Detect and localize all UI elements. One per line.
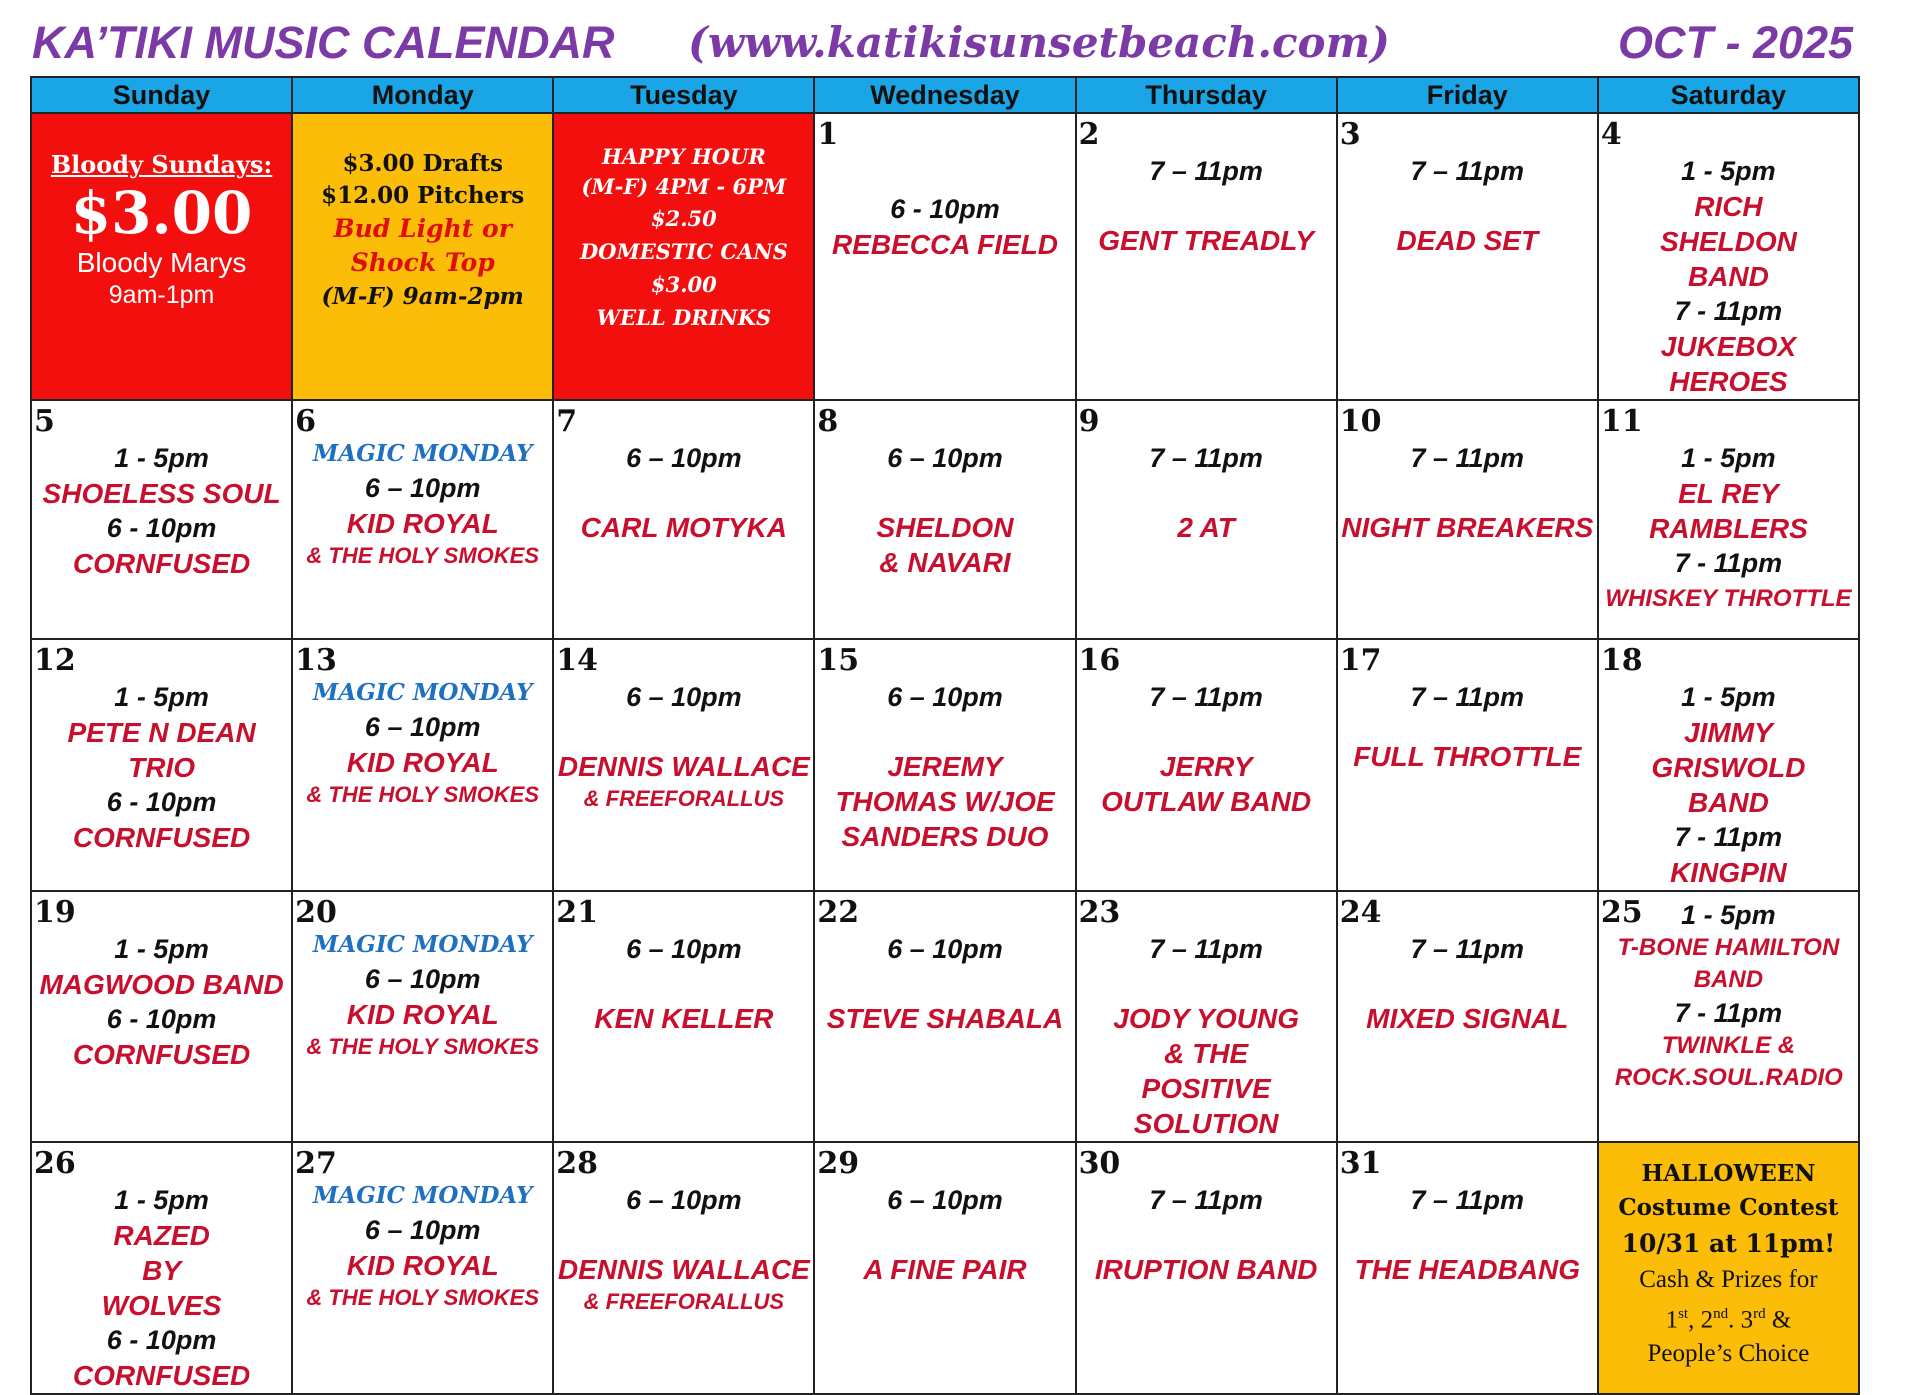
- day-number: 27: [295, 1146, 337, 1181]
- day-cell-26[interactable]: [31, 1142, 292, 1394]
- event-act: FULL THROTTLE: [1353, 741, 1582, 772]
- website-link[interactable]: (www.katikisunsetbeach.com): [688, 18, 1390, 67]
- event-time: 7 – 11pm: [1410, 682, 1525, 712]
- day-cell-20[interactable]: [292, 891, 553, 1142]
- event-time: 1 - 5pm: [1681, 900, 1776, 930]
- happy-hour-promo: [554, 114, 813, 399]
- event-time: 1 - 5pm: [1681, 682, 1776, 712]
- promo-tuesday-heading: HAPPY HOUR: [601, 144, 766, 169]
- event-time: 6 – 10pm: [887, 1185, 1003, 1215]
- event-time: 7 – 11pm: [1149, 1185, 1263, 1215]
- day-number: 19: [34, 895, 76, 930]
- event-act: JERRY OUTLAW BAND: [1101, 751, 1312, 817]
- halloween-prizes: Cash & Prizes for: [1639, 1266, 1818, 1293]
- event-act: CORNFUSED: [72, 548, 251, 579]
- day-cell-15[interactable]: [814, 639, 1075, 891]
- event-act: T-BONE HAMILTON BAND: [1617, 934, 1840, 993]
- weekday-sunday: Sunday: [31, 77, 292, 113]
- day-cell-4[interactable]: [1598, 113, 1859, 400]
- event-time: 6 – 10pm: [626, 934, 742, 964]
- promo-monday-brand2: Shock Top: [350, 248, 495, 277]
- event-act: DENNIS WALLACE: [557, 751, 810, 782]
- halloween-contest: Costume Contest: [1618, 1194, 1839, 1221]
- event-act-sub: & THE HOLY SMOKES: [306, 782, 540, 807]
- weekday-saturday: Saturday: [1598, 77, 1859, 113]
- event-act: KID ROYAL: [346, 508, 499, 539]
- event-act-sub: & FREEFORALLUS: [583, 786, 785, 811]
- promo-sunday-hours: 9am-1pm: [108, 281, 215, 309]
- event-act: CARL MOTYKA: [580, 512, 788, 543]
- promo-monday-pitchers: $12.00 Pitchers: [321, 182, 525, 209]
- promo-sunday-heading: Bloody Sundays:: [50, 150, 273, 179]
- event-time: 1 - 5pm: [114, 443, 209, 473]
- place-first-suffix: st: [1678, 1306, 1689, 1322]
- week-row: [31, 113, 1859, 400]
- event-act: STEVE SHABALA: [826, 1003, 1064, 1034]
- event-time: 6 – 10pm: [887, 934, 1003, 964]
- halloween-contest-promo: [1599, 1143, 1858, 1393]
- day-cell-7[interactable]: [553, 400, 814, 639]
- event-time: 7 – 11pm: [1149, 443, 1263, 473]
- event-act: JEREMY THOMAS W/JOE SANDERS DUO: [835, 751, 1055, 852]
- promo-monday-hours: (M-F) 9am-2pm: [321, 283, 524, 310]
- promo-sunday-cell: [31, 113, 292, 400]
- promo-sunday-item: Bloody Marys: [76, 247, 247, 278]
- day-cell-19[interactable]: [31, 891, 292, 1142]
- event-act-sub: & FREEFORALLUS: [583, 1289, 785, 1314]
- event-act: KINGPIN: [1670, 857, 1787, 888]
- event-act: KEN KELLER: [594, 1003, 774, 1034]
- event-time: 6 – 10pm: [887, 443, 1003, 473]
- event-time: 1 - 5pm: [1681, 443, 1776, 473]
- event-time: 6 – 10pm: [626, 443, 742, 473]
- day-number: 20: [295, 895, 337, 930]
- day-number: 12: [34, 643, 76, 678]
- event-time: 6 – 10pm: [364, 473, 481, 503]
- event-act: JUKEBOX HEROES: [1660, 331, 1797, 397]
- day-number: 17: [1339, 643, 1382, 678]
- promo-halloween-cell: [1598, 1142, 1859, 1394]
- promo-monday-cell: [292, 113, 553, 400]
- event-time: 7 – 11pm: [1149, 156, 1263, 186]
- day-cell-18[interactable]: [1598, 639, 1859, 891]
- promo-monday-brand1: Bud Light or: [333, 214, 512, 243]
- event-time: 7 – 11pm: [1410, 156, 1525, 186]
- day-number: 30: [1078, 1146, 1121, 1181]
- day-number: 25: [1600, 895, 1643, 930]
- event-act: GENT TREADLY: [1098, 225, 1314, 256]
- weekday-monday: Monday: [292, 77, 553, 113]
- day-cell-11[interactable]: [1598, 400, 1859, 639]
- event-time: 1 - 5pm: [1681, 156, 1776, 186]
- event-time: 1 - 5pm: [114, 1185, 209, 1215]
- day-cell-10[interactable]: [1337, 400, 1598, 639]
- day-cell-9[interactable]: [1076, 400, 1337, 639]
- event-time: 6 - 10pm: [106, 1325, 217, 1355]
- halloween-peoples-choice: People’s Choice: [1647, 1340, 1810, 1368]
- day-cell-12[interactable]: [31, 639, 292, 891]
- day-number: 13: [295, 643, 337, 678]
- event-time: 1 - 5pm: [114, 682, 209, 712]
- promo-tuesday-price2: $3.00: [650, 272, 717, 297]
- day-cell-27[interactable]: [292, 1142, 553, 1394]
- halloween-places: 1st, 2nd. 3rd &: [1665, 1306, 1792, 1334]
- event-time: 6 – 10pm: [626, 682, 742, 712]
- place-third-suffix: rd: [1753, 1306, 1766, 1322]
- event-act: SHOELESS SOUL: [42, 478, 281, 509]
- event-act: A FINE PAIR: [863, 1254, 1027, 1285]
- day-cell-16[interactable]: [1076, 639, 1337, 891]
- event-time: 6 – 10pm: [364, 964, 481, 994]
- day-cell-6[interactable]: [292, 400, 553, 639]
- event-time: 7 – 11pm: [1149, 682, 1263, 712]
- weekday-tuesday: Tuesday: [553, 77, 814, 113]
- event-act-sub: & THE HOLY SMOKES: [306, 543, 540, 568]
- event-act-sub: & THE HOLY SMOKES: [306, 1034, 540, 1059]
- event-act: IRUPTION BAND: [1094, 1254, 1318, 1285]
- day-number: 14: [556, 643, 599, 678]
- day-number: 28: [556, 1146, 599, 1181]
- day-number: 18: [1600, 643, 1643, 678]
- weekday-thursday: Thursday: [1076, 77, 1337, 113]
- day-number: 4: [1600, 117, 1622, 152]
- promo-tuesday-price1: $2.50: [650, 206, 717, 231]
- week-row: [31, 891, 1859, 1142]
- event-time: 6 - 10pm: [106, 787, 217, 817]
- event-time: 7 - 11pm: [1674, 548, 1783, 578]
- day-cell-24[interactable]: [1337, 891, 1598, 1142]
- place-second: 2: [1700, 1306, 1714, 1334]
- magic-monday-label: MAGIC MONDAY: [312, 931, 533, 958]
- day-cell-31[interactable]: [1337, 1142, 1598, 1394]
- event-act: RICH SHELDON BAND: [1659, 191, 1797, 292]
- day-number: 26: [34, 1146, 76, 1181]
- day-cell-5[interactable]: [31, 400, 292, 639]
- day-number: 23: [1078, 895, 1121, 930]
- weekday-header-row: [31, 77, 1859, 113]
- day-cell-2[interactable]: [1076, 113, 1337, 400]
- day-number: 1: [817, 117, 839, 152]
- bloody-sundays-promo: [32, 114, 291, 399]
- event-act: PETE N DEAN TRIO: [67, 717, 256, 783]
- halloween-heading: HALLOWEEN: [1641, 1160, 1816, 1187]
- event-act: WHISKEY THROTTLE: [1605, 585, 1852, 612]
- halloween-datetime: 10/31 at 11pm!: [1621, 1229, 1836, 1258]
- event-act: KID ROYAL: [346, 999, 499, 1030]
- promo-tuesday-hours: (M-F) 4PM - 6PM: [581, 174, 787, 199]
- day-cell-30[interactable]: [1076, 1142, 1337, 1394]
- event-time: 7 - 11pm: [1674, 296, 1783, 326]
- day-cell-17[interactable]: [1337, 639, 1598, 891]
- place-first: 1: [1665, 1306, 1679, 1334]
- day-cell-23[interactable]: [1076, 891, 1337, 1142]
- event-act: JODY YOUNG & THE POSITIVE SOLUTION: [1113, 1003, 1299, 1139]
- promo-tuesday-item2: WELL DRINKS: [596, 305, 772, 330]
- weekday-wednesday: Wednesday: [814, 77, 1075, 113]
- event-act: EL REY RAMBLERS: [1649, 478, 1808, 544]
- day-cell-3[interactable]: [1337, 113, 1598, 400]
- promo-tuesday-cell: [553, 113, 814, 400]
- event-act: DEAD SET: [1396, 225, 1539, 256]
- event-time: 7 – 11pm: [1149, 934, 1263, 964]
- event-time: 6 – 10pm: [626, 1185, 742, 1215]
- week-row: [31, 1142, 1859, 1394]
- day-cell-29[interactable]: [814, 1142, 1075, 1394]
- event-act: 2 AT: [1177, 512, 1235, 543]
- day-cell-22[interactable]: [814, 891, 1075, 1142]
- calendar-title: KA’TIKI MUSIC CALENDAR: [32, 17, 615, 68]
- day-number: 31: [1339, 1146, 1382, 1181]
- day-number: 16: [1078, 643, 1121, 678]
- event-act: DENNIS WALLACE: [557, 1254, 810, 1285]
- event-act: KID ROYAL: [346, 1250, 499, 1281]
- event-act: NIGHT BREAKERS: [1341, 512, 1594, 543]
- event-time: 7 – 11pm: [1410, 1185, 1525, 1215]
- promo-monday-drafts: $3.00 Drafts: [342, 150, 503, 177]
- calendar-grid: [30, 76, 1860, 1395]
- day-cell-25[interactable]: [1598, 891, 1859, 1142]
- day-number: 22: [817, 895, 860, 930]
- event-act: KID ROYAL: [346, 747, 499, 778]
- event-time: 6 - 10pm: [106, 513, 217, 543]
- promo-sunday-price: $3.00: [70, 179, 253, 247]
- calendar-month: OCT - 2025: [1618, 17, 1854, 68]
- event-time: 6 - 10pm: [106, 1004, 217, 1034]
- event-time: 6 - 10pm: [890, 194, 1000, 224]
- drafts-promo: [293, 114, 552, 399]
- day-cell-14[interactable]: [553, 639, 814, 891]
- place-third: 3: [1740, 1306, 1754, 1334]
- day-number: 8: [817, 404, 839, 439]
- day-number: 7: [556, 404, 578, 439]
- week-row: [31, 639, 1859, 891]
- day-number: 24: [1339, 895, 1382, 930]
- event-time: 7 – 11pm: [1410, 934, 1525, 964]
- event-time: 7 - 11pm: [1674, 998, 1783, 1028]
- event-act: JIMMY GRISWOLD BAND: [1651, 717, 1806, 818]
- event-time: 1 - 5pm: [114, 934, 209, 964]
- day-number: 9: [1078, 404, 1100, 439]
- day-cell-8[interactable]: [814, 400, 1075, 639]
- day-number: 2: [1078, 117, 1100, 152]
- day-number: 21: [556, 895, 599, 930]
- event-act-sub: & THE HOLY SMOKES: [306, 1285, 540, 1310]
- event-act: CORNFUSED: [72, 1360, 251, 1391]
- event-time: 6 – 10pm: [887, 682, 1003, 712]
- day-number: 10: [1339, 404, 1382, 439]
- magic-monday-label: MAGIC MONDAY: [312, 679, 533, 706]
- event-time: 7 – 11pm: [1410, 443, 1525, 473]
- event-act: CORNFUSED: [72, 1039, 251, 1070]
- event-act: THE HEADBANG: [1354, 1254, 1581, 1285]
- event-act: MIXED SIGNAL: [1366, 1003, 1569, 1034]
- day-cell-28[interactable]: [553, 1142, 814, 1394]
- day-number: 29: [817, 1146, 860, 1181]
- event-act: REBECCA FIELD: [831, 229, 1059, 260]
- week-row: [31, 400, 1859, 639]
- event-act: SHELDON & NAVARI: [876, 512, 1014, 578]
- event-time: 6 – 10pm: [364, 1215, 481, 1245]
- day-cell-21[interactable]: [553, 891, 814, 1142]
- magic-monday-label: MAGIC MONDAY: [312, 440, 533, 467]
- day-number: 15: [817, 643, 860, 678]
- day-number: 6: [295, 404, 317, 439]
- event-time: 7 - 11pm: [1674, 822, 1783, 852]
- event-act: CORNFUSED: [72, 822, 251, 853]
- day-number: 5: [34, 404, 55, 439]
- event-act: MAGWOOD BAND: [39, 969, 284, 1000]
- weekday-friday: Friday: [1337, 77, 1598, 113]
- event-act: RAZED BY WOLVES: [101, 1220, 222, 1321]
- day-number: 11: [1600, 404, 1643, 439]
- event-time: 6 – 10pm: [364, 712, 481, 742]
- day-cell-1[interactable]: [814, 113, 1075, 400]
- place-second-suffix: nd: [1713, 1306, 1729, 1322]
- event-act: TWINKLE & ROCK.SOUL.RADIO: [1614, 1032, 1843, 1091]
- day-number: 3: [1339, 117, 1361, 152]
- promo-tuesday-item1: DOMESTIC CANS: [579, 239, 788, 264]
- magic-monday-label: MAGIC MONDAY: [312, 1182, 533, 1209]
- day-cell-13[interactable]: [292, 639, 553, 891]
